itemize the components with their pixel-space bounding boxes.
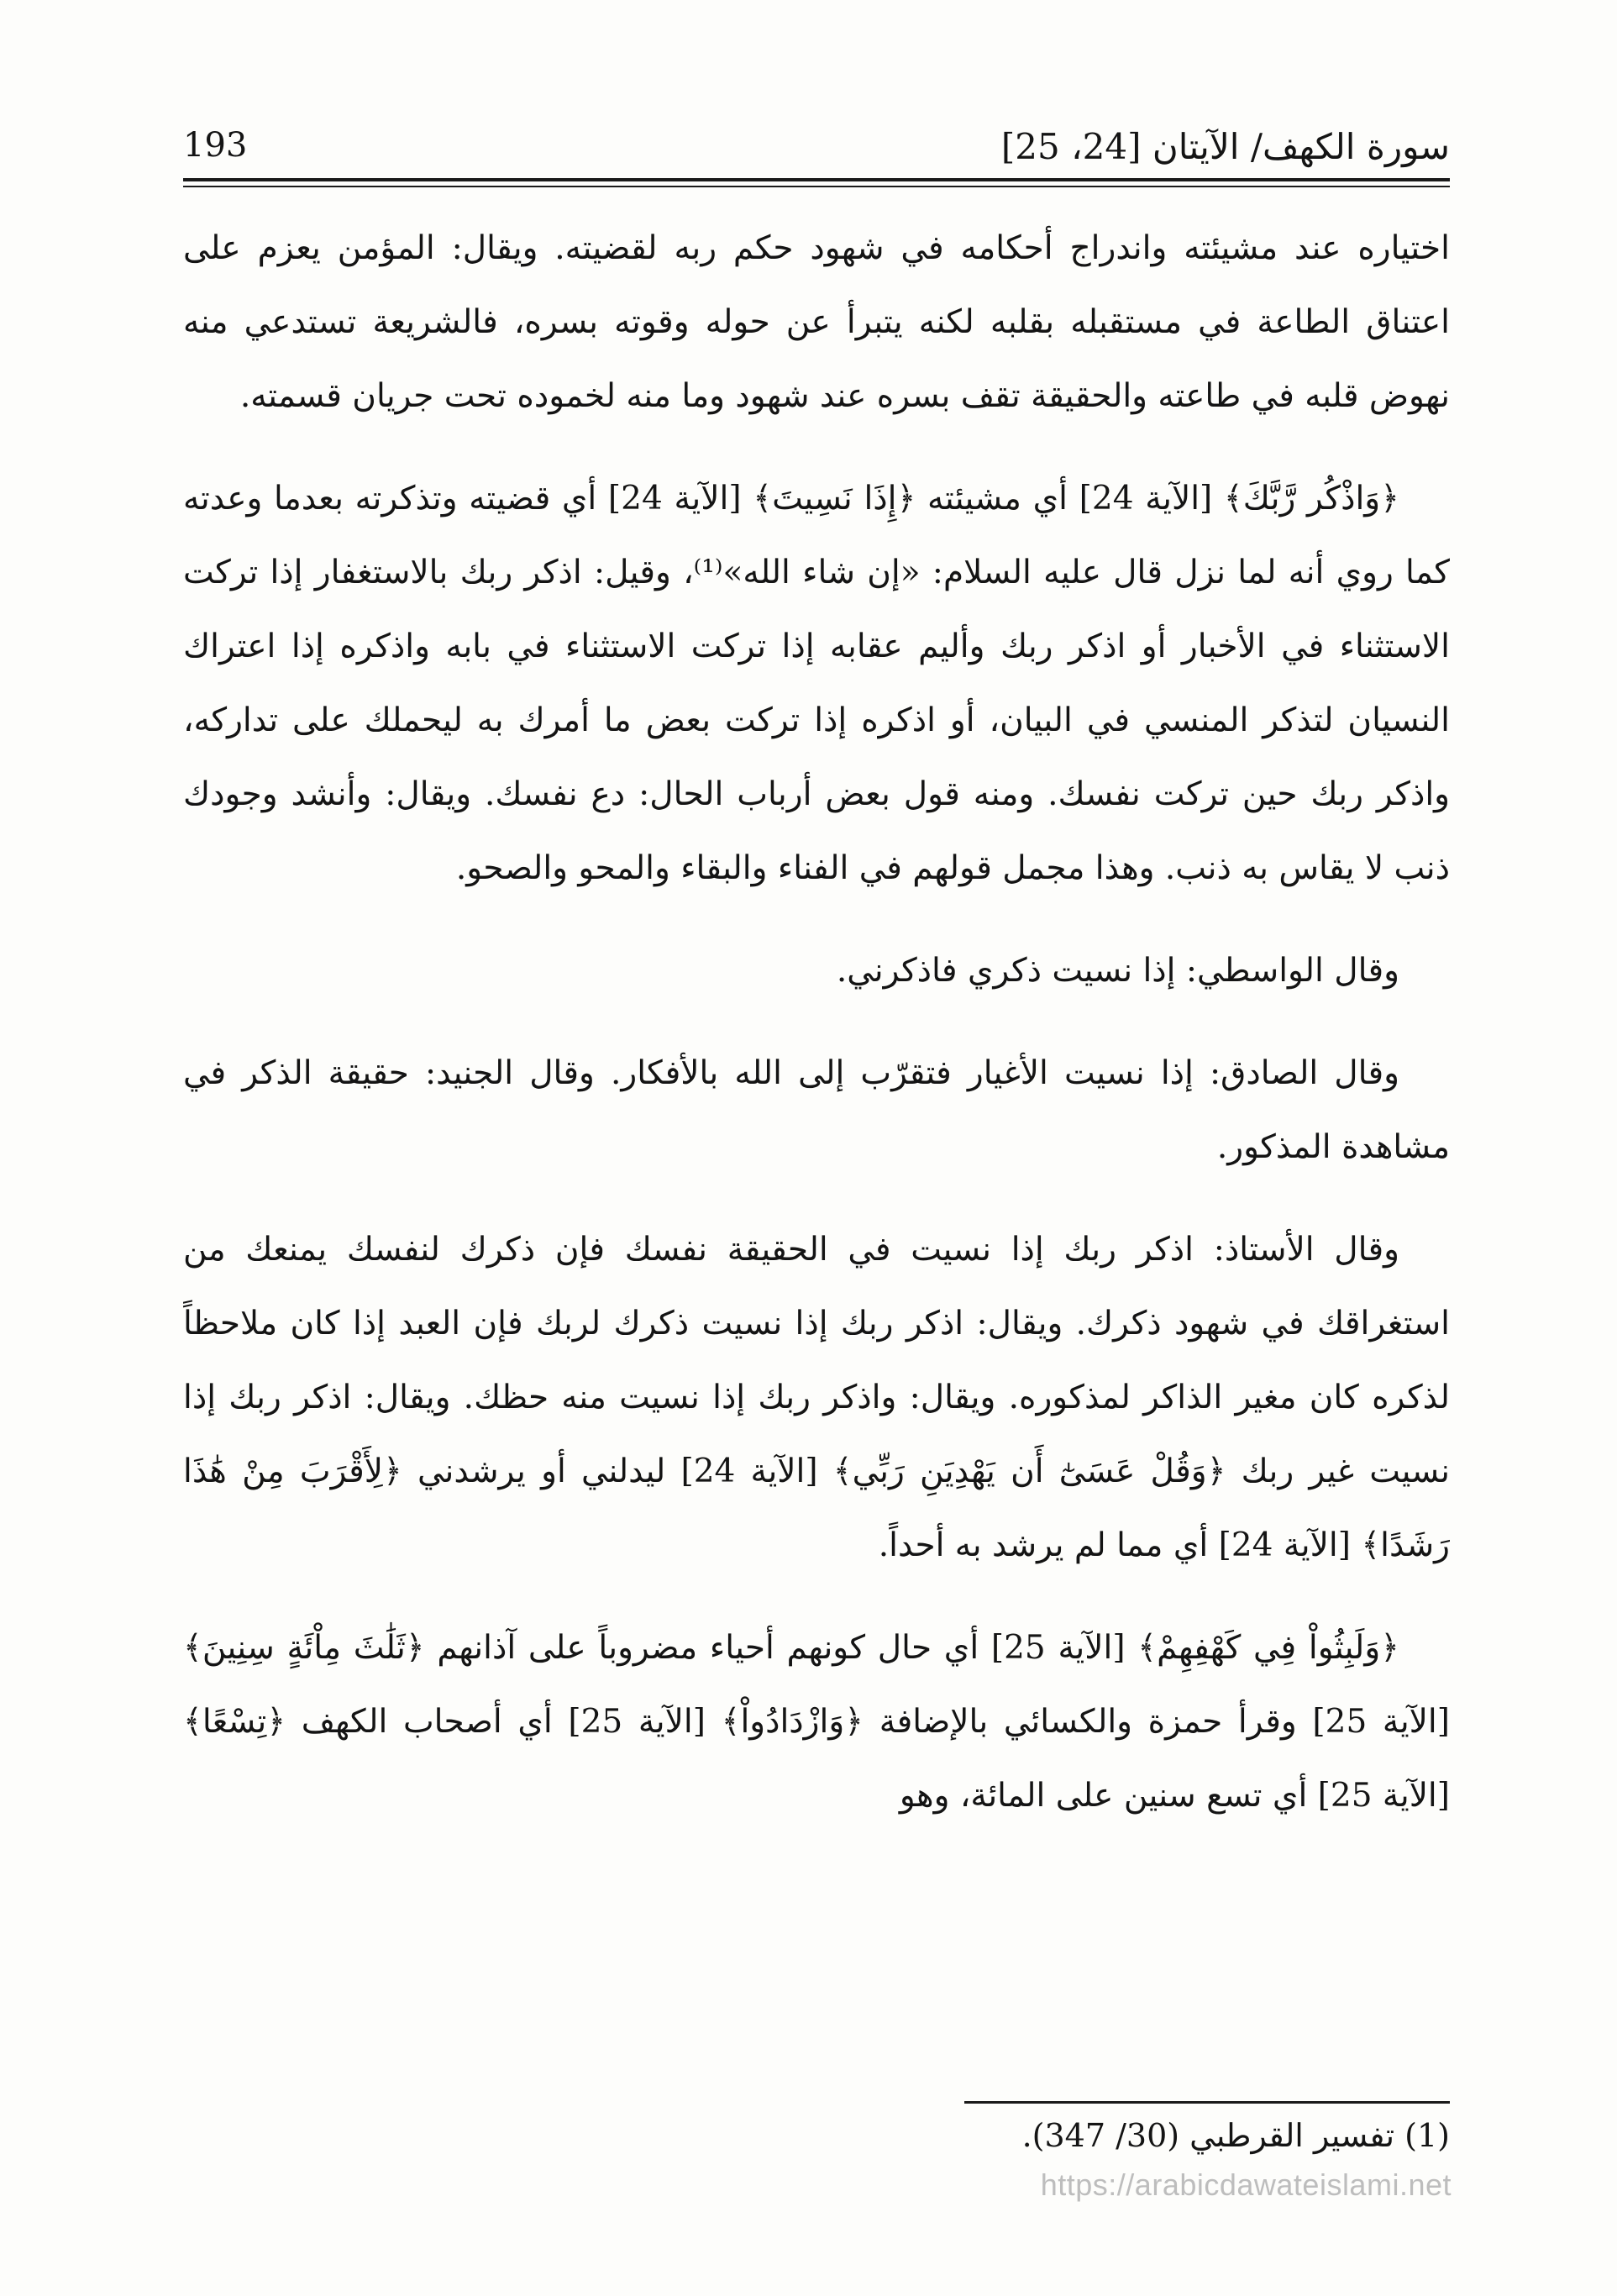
surah-title: سورة الكهف/ الآيتان [24، 25] [1000,126,1450,167]
page-body [183,212,1450,2010]
paragraph: اختياره عند مشيئته واندراج أحكامه في شهود حكم ربه لقضيته. ويقال: المؤمن يعزم على اعتناق الطاعة في مستقبله بقلبه لكنه يتبرأ عن حوله وقوته بسره، فالشريعة تستدعي منه نهوض قلبه في طاعته والحقيقة تقف بسره عند شهود وما منه لخموده تحت جريان قسمته. [183,229,1450,415]
watermark-url: https://arabicdawateislami.net [1040,2167,1452,2202]
page-number: 193 [183,126,248,165]
header-rule-thick [183,178,1450,181]
paragraph: وقال الأستاذ: اذكر ربك إذا نسيت في الحقيقة نفسك فإن ذكرك لنفسك يمنعك من استغراقك في شهود ذكرك. ويقال: اذكر ربك إذا نسيت ذكرك لربك فإن العبد إذا كان ملاحظاً لذكره كان مغير الذاكر لمذكوره. ويقال: واذكر ربك إذا نسيت منه حظك. ويقال: اذكر ربك إذا نسيت غير ربك ﴿وَقُلْ عَسَىٰٓ أَن يَهْدِيَنِ رَبِّي﴾ [الآية 24] ليدلني أو يرشدني ﴿لِأَقْرَبَ مِنْ هَٰذَا رَشَدًا﴾ [الآية 24] أي مما لم يرشد به أحداً. [183,1231,1450,1564]
footnote: (1) تفسير القرطبي (30/ 347). [1021,2117,1450,2154]
paragraph: ﴿وَاذْكُر رَّبَّكَ﴾ [الآية 24] أي مشيئته ﴿إِذَا نَسِيتَ﴾ [الآية 24] أي قضيته وتذكرته بعدما وعدته كما روي أنه لما نزل قال عليه السلام: «إن شاء الله»⁽¹⁾، وقيل: اذكر ربك بالاستغفار إذا تركت الاستثناء في الأخبار أو اذكر ربك وأليم عقابه إذا تركت الاستثناء في بابه واذكره إذا اعتراك النسيان لتذكر المنسي في البيان، أو اذكره إذا تركت بعض ما أمرك به ليحملك على تداركه، واذكر ربك حين تركت نفسك. ومنه قول بعض أرباب الحال: دع نفسك. ويقال: وأنشد وجودك ذنب لا يقاس به ذنب. وهذا مجمل قولهم في الفناء والبقاء والمحو والصحو. [183,480,1450,887]
header-rule-thin [183,186,1450,187]
paragraph: وقال الصادق: إذا نسيت الأغيار فتقرّب إلى الله بالأفكار. وقال الجنيد: حقيقة الذكر في مشاهدة المذكور. [183,1054,1450,1166]
running-header [183,126,1450,176]
paragraph: ﴿وَلَبِثُواْ فِي كَهْفِهِمْ﴾ [الآية 25] أي حال كونهم أحياء مضروباً على آذانهم ﴿ثَلَٰثَ مِاْئَةٍ سِنِينَ﴾ [الآية 25] وقرأ حمزة والكسائي بالإضافة ﴿وَازْدَادُواْ﴾ [الآية 25] أي أصحاب الكهف ﴿تِسْعًا﴾ [الآية 25] أي تسع سنين على المائة، وهو [183,1629,1450,1815]
paragraph: وقال الواسطي: إذا نسيت ذكري فاذكرني. [836,952,1399,990]
footnote-rule [964,2101,1450,2104]
